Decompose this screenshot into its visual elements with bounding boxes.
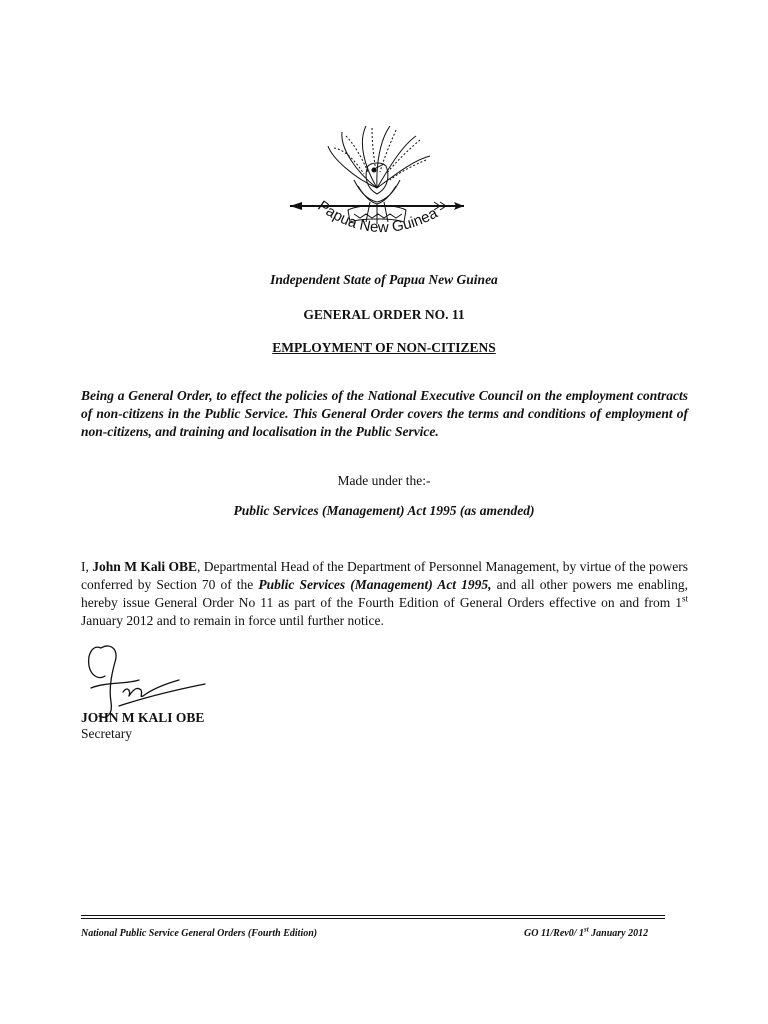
signatory-name: JOHN M KALI OBE (81, 710, 205, 725)
footer-divider (81, 918, 665, 919)
emblem-caption: Papua New Guinea (314, 197, 441, 237)
footer-ordinal: st (584, 925, 589, 934)
preamble: Being a General Order, to effect the policies of the National Executive Council on the employment contracts of non-citizens in the Public Service. This General Order covers the terms and conditions of employment of non-citizens, and training and localisation in the Public Service. (81, 388, 688, 439)
footer-revision-end: January 2012 (588, 928, 649, 939)
footer-publication-title: National Public Service General Orders (Fourth Edition) (81, 928, 318, 939)
body-text-end: and all other powers me enabling, hereby issue General Order No 11 as part of the Fourth Edition of General Orders effective on and from 1 (81, 577, 688, 610)
ordinal-suffix: st (681, 593, 688, 604)
signatory-title: Secretary (81, 726, 132, 741)
footer-revision-start: GO 11/Rev0/ 1 (524, 928, 584, 939)
svg-text:Papua New Guinea (315, 197, 441, 236)
state-title: Independent State of Papua New Guinea (270, 272, 498, 287)
body-text-tail: January 2012 and to remain in force until further notice. (81, 613, 384, 628)
png-national-emblem-icon (284, 118, 470, 258)
secretary-name-inline: John M Kali OBE (92, 559, 197, 574)
order-subject: EMPLOYMENT OF NON-CITIZENS (272, 340, 496, 355)
body-paragraph (81, 558, 688, 630)
body-text-start: I, (81, 559, 93, 574)
made-under-label: Made under the:- (337, 473, 431, 488)
act-reference: Public Services (Management) Act 1995, (258, 577, 492, 592)
order-number: GENERAL ORDER NO. 11 (303, 307, 465, 322)
footer-revision-date (524, 925, 649, 939)
body-text-mid: , Departmental Head of the Department of Personnel Management, by virtue of the powers conferred by Section 70 of the (81, 559, 688, 592)
act-title: Public Services (Management) Act 1995 (as amended) (233, 503, 535, 518)
footer-divider (81, 915, 665, 916)
